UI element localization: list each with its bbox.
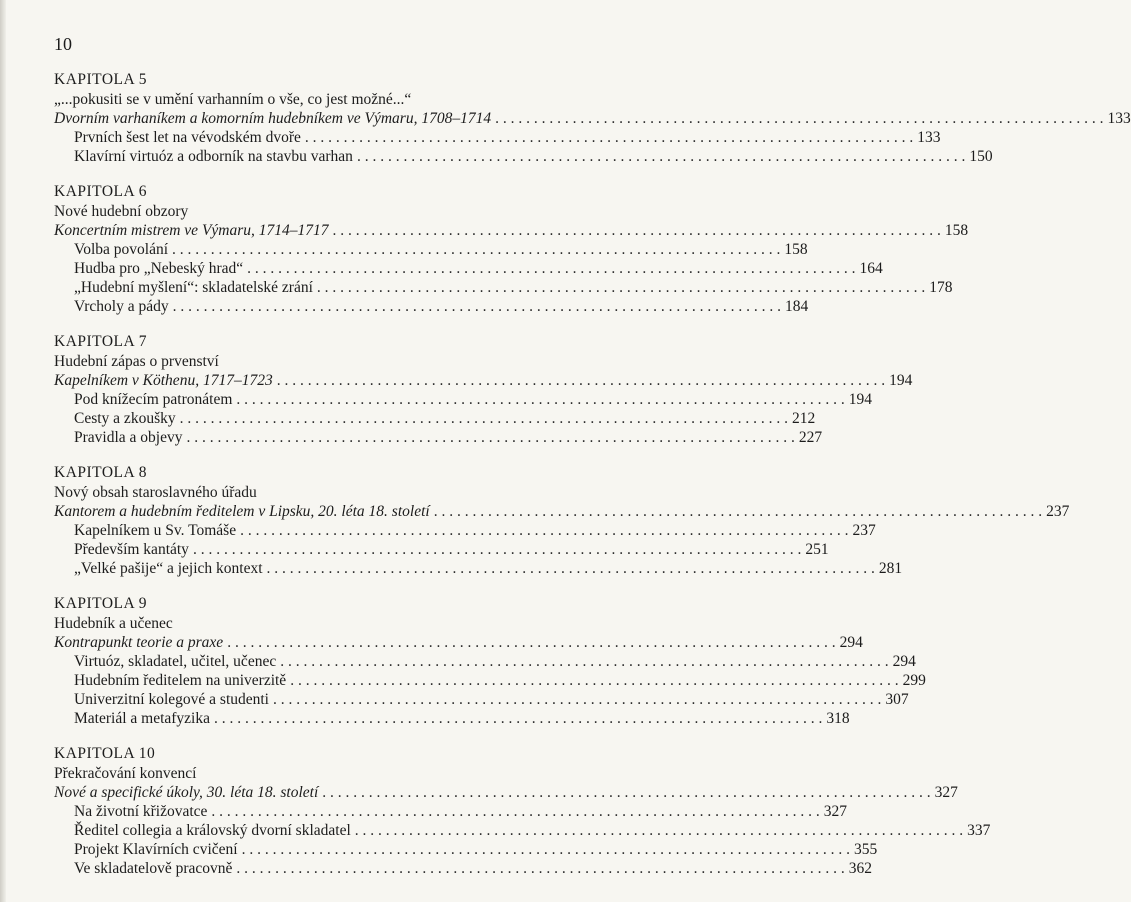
dot-leader <box>273 690 881 709</box>
dot-leader <box>186 428 794 447</box>
dot-leader <box>355 821 963 840</box>
dot-leader <box>247 259 855 278</box>
entry-page: 237 <box>1046 503 1070 520</box>
chapter-title: Překračování konvencí <box>54 765 197 782</box>
entry-page: 164 <box>859 260 883 277</box>
toc-entry[interactable] <box>54 521 876 540</box>
chapter-title: „...pokusiti se v umění varhanním o vše, co jest možné...“ <box>54 91 412 108</box>
dot-leader <box>180 409 788 428</box>
entry-title: Kapelníkem v Köthenu, 1717–1723 <box>54 372 273 389</box>
dot-leader <box>305 128 913 147</box>
toc-entry-main[interactable] <box>54 783 958 802</box>
entry-title: Pod knížecím patronátem <box>74 391 233 408</box>
toc-entry[interactable] <box>54 652 916 671</box>
toc-entry[interactable] <box>54 821 991 840</box>
chapter-title: Nové hudební obzory <box>54 203 189 220</box>
dot-leader <box>267 559 875 578</box>
entry-page: 327 <box>823 803 848 820</box>
entry-title: Nové a specifické úkoly, 30. léta 18. století <box>54 784 319 801</box>
toc-entry[interactable] <box>54 128 941 147</box>
entry-title: Dvorním varhaníkem a komorním hudebníkem ve Výmaru, 1708–1714 <box>54 110 492 127</box>
entry-title: Virtuóz, skladatel, učitel, učenec <box>74 653 277 670</box>
entry-title: Pravidla a objevy <box>74 429 183 446</box>
dot-leader <box>280 652 888 671</box>
chapter-8 <box>54 463 1070 578</box>
dot-leader <box>172 240 780 259</box>
page-edge <box>0 0 6 902</box>
entry-title: Klavírní virtuóz a odborník na stavbu varhan <box>74 148 353 165</box>
chapter-label: KAPITOLA 5 <box>54 71 147 88</box>
dot-leader <box>317 278 925 297</box>
toc-entry[interactable] <box>54 428 823 447</box>
dot-leader <box>214 709 822 728</box>
chapter-6 <box>54 182 969 316</box>
dot-leader <box>357 147 965 166</box>
dot-leader <box>236 390 844 409</box>
entry-page: 194 <box>889 372 913 389</box>
entry-title: Na životní křižovatce <box>74 803 208 820</box>
entry-title: Kontrapunkt teorie a praxe <box>54 634 224 651</box>
entry-page: 337 <box>967 822 991 839</box>
toc-entry[interactable] <box>54 240 808 259</box>
entry-page: 184 <box>785 298 809 315</box>
toc-entry[interactable] <box>54 259 883 278</box>
entry-page: 327 <box>934 784 958 801</box>
dot-leader <box>290 671 898 690</box>
toc-entry[interactable] <box>54 409 816 428</box>
toc-entry[interactable] <box>54 802 848 821</box>
entry-page: 281 <box>878 560 903 577</box>
toc-entry[interactable] <box>54 709 850 728</box>
entry-title: Projekt Klavírních cvičení <box>74 841 238 858</box>
entry-page: 158 <box>944 222 969 239</box>
entry-title: Univerzitní kolegové a studenti <box>74 691 269 708</box>
toc-entry[interactable] <box>54 297 809 316</box>
table-of-contents <box>54 70 1131 894</box>
entry-page: 150 <box>969 148 993 165</box>
chapter-9 <box>54 594 926 728</box>
entry-title: Koncertním mistrem ve Výmaru, 1714–1717 <box>54 222 329 239</box>
entry-title: „Velké pašije“ a jejich kontext <box>74 560 263 577</box>
chapter-label: KAPITOLA 10 <box>54 745 156 762</box>
entry-title: Kapelníkem u Sv. Tomáše <box>74 522 237 539</box>
entry-title: Především kantáty <box>74 541 189 558</box>
dot-leader <box>333 221 941 240</box>
entry-title: Vrcholy a pády <box>74 298 169 315</box>
entry-title: Volba povolání <box>74 241 168 258</box>
entry-title: Materiál a metafyzika <box>74 710 210 727</box>
dot-leader <box>193 540 801 559</box>
chapter-title: Nový obsah staroslavného úřadu <box>54 484 257 501</box>
entry-page: 133 <box>1107 110 1131 127</box>
toc-entry[interactable] <box>54 840 878 859</box>
entry-title: Ředitel collegia a královský dvorní skladatel <box>74 822 351 839</box>
dot-leader <box>322 783 930 802</box>
toc-entry-main[interactable] <box>54 221 969 240</box>
toc-entry-main[interactable] <box>54 502 1070 521</box>
entry-page: 355 <box>853 841 878 858</box>
entry-title: Ve skladatelově pracovně <box>74 860 233 877</box>
entry-title: Hudba pro „Nebeský hrad“ <box>74 260 244 277</box>
entry-title: Prvních šest let na vévodském dvoře <box>74 129 301 146</box>
toc-entry[interactable] <box>54 859 873 878</box>
dot-leader <box>227 633 835 652</box>
entry-page: 299 <box>902 672 926 689</box>
dot-leader <box>277 371 885 390</box>
toc-entry-main[interactable] <box>54 371 913 390</box>
entry-page: 318 <box>826 710 850 727</box>
entry-page: 307 <box>885 691 909 708</box>
toc-entry[interactable] <box>54 147 993 166</box>
entry-page: 178 <box>929 279 953 296</box>
entry-page: 294 <box>892 653 916 670</box>
entry-title: Cesty a zkoušky <box>74 410 176 427</box>
entry-page: 294 <box>839 634 863 651</box>
chapter-10 <box>54 744 991 878</box>
chapter-label: KAPITOLA 7 <box>54 333 147 350</box>
dot-leader <box>211 802 819 821</box>
toc-entry-main[interactable] <box>54 109 1131 128</box>
chapter-label: KAPITOLA 8 <box>54 464 147 481</box>
toc-entry[interactable] <box>54 690 909 709</box>
toc-entry[interactable] <box>54 390 873 409</box>
entry-page: 194 <box>848 391 873 408</box>
entry-page: 237 <box>852 522 876 539</box>
chapter-5 <box>54 70 1131 166</box>
entry-title: „Hudební myšlení“: skladatelské zrání <box>74 279 313 296</box>
page-number: 10 <box>54 34 72 54</box>
toc-entry[interactable] <box>54 559 903 578</box>
dot-leader <box>236 859 844 878</box>
dot-leader <box>173 297 781 316</box>
entry-title: Kantorem a hudebním ředitelem v Lipsku, 20. léta 18. století <box>54 503 430 520</box>
chapter-title: Hudební zápas o prvenství <box>54 353 219 370</box>
dot-leader <box>240 521 848 540</box>
dot-leader <box>434 502 1042 521</box>
entry-page: 133 <box>917 129 941 146</box>
chapter-title: Hudebník a učenec <box>54 615 173 632</box>
toc-entry[interactable] <box>54 540 829 559</box>
entry-page: 227 <box>798 429 823 446</box>
toc-entry[interactable] <box>54 278 953 297</box>
chapter-label: KAPITOLA 9 <box>54 595 147 612</box>
dot-leader <box>495 109 1103 128</box>
entry-page: 158 <box>784 241 808 258</box>
toc-entry-main[interactable] <box>54 633 863 652</box>
chapter-label: KAPITOLA 6 <box>54 183 147 200</box>
toc-entry[interactable] <box>54 671 926 690</box>
entry-page: 251 <box>805 541 829 558</box>
chapter-7 <box>54 332 913 447</box>
entry-page: 212 <box>791 410 816 427</box>
dot-leader <box>242 840 850 859</box>
entry-page: 362 <box>848 860 873 877</box>
entry-title: Hudebním ředitelem na univerzitě <box>74 672 287 689</box>
